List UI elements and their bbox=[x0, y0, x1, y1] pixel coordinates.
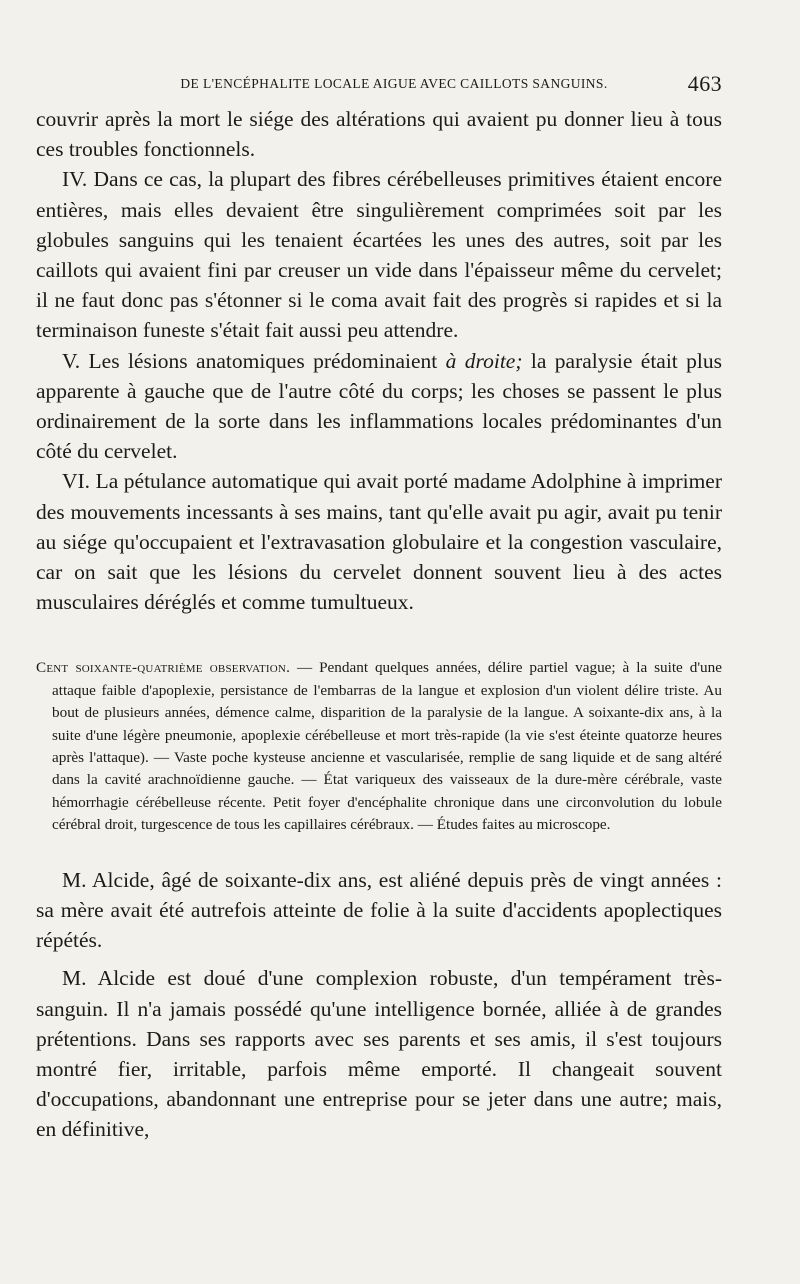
observation-label: Cent soixante-quatrième observation. bbox=[36, 659, 291, 677]
case-paragraph: M. Alcide est doué d'une complexion robuste, d'un tempérament très-sanguin. Il n'a jamais possédé qu'une intelligence bornée, alliée à de grandes prétentions. Dans ses rapports avec ses parents et ses amis, il s'est toujours montré fier, irritable, parfois même emporté. Il changeait souvent d'occupations, abandonnant une entreprise pour se jeter dans une autre; mais, en définitive, bbox=[36, 966, 722, 1142]
observation-text: — Pendant quelques années, délire partiel vague; à la suite d'une attaque faible d'apoplexie, persistance de l'embarras de la langue et explosion d'un violent délire triste. Au bout de plusieurs années, démence calme, disparition de la paralysie de la langue. A soixante-dix ans, à la suite d'une légère pneumonie, apoplexie cérébelleuse et mort très-rapide (la vie s'est éteinte quatorze heures après l'attaque). — Vaste poche kysteuse ancienne et vascularisée, remplie de sang liquide et de sang altéré dans la cavité arachnoïdienne gauche. — État variqueux des vaisseaux de la dure-mère cérébrale, vaste hémorrhagie cérébelleuse récente. Petit foyer d'encéphalite chronique dans une circonvolution du lobule cérébral droit, turgescence de tous les capillaires cérébraux. — Études faites au microscope. bbox=[52, 659, 722, 834]
paragraph-v bbox=[36, 346, 722, 467]
case-text bbox=[36, 865, 722, 1145]
paragraph-iv bbox=[36, 164, 722, 345]
paragraph-text: la paralysie était plus apparente à gauche que de l'autre côté du corps; les choses se passent le plus ordinairement de la sorte dans les inflammations locales prédominantes d'un côté du cervelet. bbox=[36, 348, 722, 464]
paragraph-numeral: V. bbox=[62, 348, 89, 373]
emphasis-text: à droite; bbox=[445, 348, 523, 373]
paragraph-text: couvrir après la mort le siége des altérations qui avaient pu donner lieu à tous ces troubles fonctionnels. bbox=[36, 107, 722, 162]
book-page bbox=[36, 66, 722, 1266]
paragraph-text: Dans ce cas, la plupart des fibres cérébelleuses primitives étaient encore entières, mais elles devaient être singulièrement comprimées soit par les globules sanguins qui les tenaient écartées les unes des autres, soit par les caillots qui avaient fini par creuser un vide dans l'épaisseur même du cervelet; il ne faut donc pas s'étonner si le coma avait fait des progrès si rapides et si la terminaison funeste s'était fait aussi peu attendre. bbox=[36, 167, 722, 343]
paragraph-numeral: VI. bbox=[62, 469, 96, 494]
paragraph-text: La pétulance automatique qui avait porté madame Adolphine à imprimer des mouvements incessants à ses mains, tant qu'elle avait pu agir, avait pu tenir au siége qu'occupaient et l'extravasation globulaire et la congestion vasculaire, car on sait que les lésions du cervelet donnent souvent lieu à des actes musculaires déréglés et comme tumultueux. bbox=[36, 469, 723, 615]
page-number: 463 bbox=[687, 71, 722, 96]
paragraph-numeral: IV. bbox=[62, 167, 94, 192]
main-text bbox=[36, 104, 722, 617]
observation-paragraph bbox=[36, 657, 722, 836]
case-paragraph: M. Alcide, âgé de soixante-dix ans, est aliéné depuis près de vingt années : sa mère avait été autrefois atteinte de folie à la suite d'accidents apoplectiques répétés. bbox=[36, 867, 722, 953]
observation-summary bbox=[36, 657, 722, 836]
paragraph-continuation bbox=[36, 104, 722, 164]
paragraph-vi bbox=[36, 466, 722, 617]
running-title: DE L'ENCÉPHALITE LOCALE AIGUE AVEC CAILLOTS SANGUINS. bbox=[180, 76, 608, 91]
paragraph-text: Les lésions anatomiques prédominaient bbox=[88, 348, 446, 373]
running-head bbox=[36, 66, 722, 102]
